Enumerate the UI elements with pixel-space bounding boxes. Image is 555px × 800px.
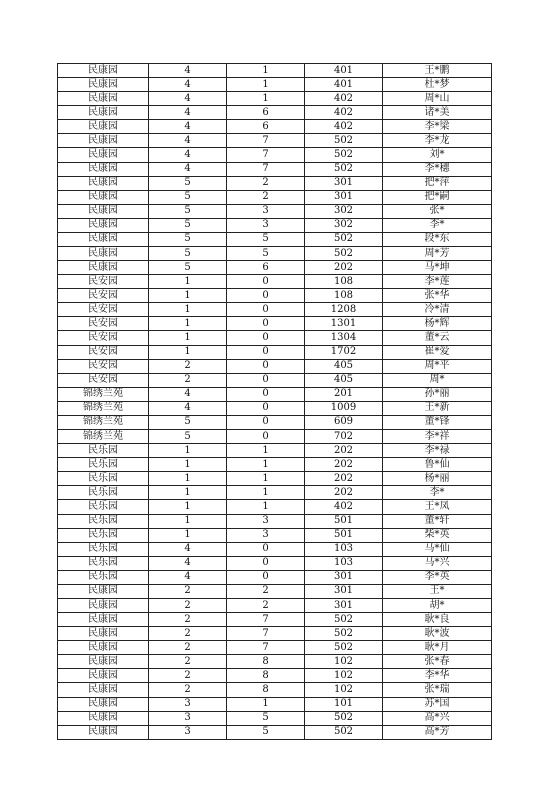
community-cell: 民康园 <box>58 641 149 655</box>
building-cell: 3 <box>149 711 227 725</box>
name-cell: 周*平 <box>383 359 492 373</box>
community-cell: 民安园 <box>58 303 149 317</box>
building-cell: 1 <box>149 500 227 514</box>
room-cell: 301 <box>305 584 383 598</box>
table-row <box>58 542 492 556</box>
name-cell: 王*鹏 <box>383 64 492 78</box>
community-cell: 民康园 <box>58 162 149 176</box>
table-row <box>58 458 492 472</box>
unit-cell: 7 <box>227 613 305 627</box>
building-cell: 2 <box>149 359 227 373</box>
unit-cell: 2 <box>227 598 305 612</box>
unit-cell: 0 <box>227 556 305 570</box>
community-cell: 民康园 <box>58 725 149 739</box>
table-row <box>58 275 492 289</box>
name-cell: 耿*良 <box>383 613 492 627</box>
community-cell: 民乐园 <box>58 486 149 500</box>
table-row <box>58 373 492 387</box>
unit-cell: 0 <box>227 430 305 444</box>
unit-cell: 0 <box>227 275 305 289</box>
room-cell: 502 <box>305 232 383 246</box>
table-row <box>58 176 492 190</box>
community-cell: 民乐园 <box>58 542 149 556</box>
community-cell: 民康园 <box>58 232 149 246</box>
community-cell: 民康园 <box>58 669 149 683</box>
room-cell: 108 <box>305 275 383 289</box>
building-cell: 4 <box>149 78 227 92</box>
building-cell: 1 <box>149 289 227 303</box>
community-cell: 民康园 <box>58 598 149 612</box>
unit-cell: 0 <box>227 401 305 415</box>
unit-cell: 0 <box>227 415 305 429</box>
community-cell: 锦绣兰苑 <box>58 387 149 401</box>
name-cell: 李*华 <box>383 669 492 683</box>
table-row <box>58 190 492 204</box>
room-cell: 1301 <box>305 317 383 331</box>
building-cell: 4 <box>149 570 227 584</box>
room-cell: 702 <box>305 430 383 444</box>
community-cell: 民康园 <box>58 655 149 669</box>
name-cell: 段*东 <box>383 232 492 246</box>
room-cell: 301 <box>305 598 383 612</box>
community-cell: 民康园 <box>58 120 149 134</box>
table-row <box>58 613 492 627</box>
unit-cell: 8 <box>227 669 305 683</box>
building-cell: 3 <box>149 725 227 739</box>
unit-cell: 0 <box>227 570 305 584</box>
community-cell: 民乐园 <box>58 556 149 570</box>
room-cell: 103 <box>305 542 383 556</box>
name-cell: 张*瑞 <box>383 683 492 697</box>
room-cell: 202 <box>305 472 383 486</box>
table-row <box>58 303 492 317</box>
table-row <box>58 444 492 458</box>
building-cell: 1 <box>149 472 227 486</box>
unit-cell: 2 <box>227 584 305 598</box>
table-row <box>58 486 492 500</box>
name-cell: 李*英 <box>383 570 492 584</box>
name-cell: 李*禄 <box>383 444 492 458</box>
name-cell: 周*山 <box>383 92 492 106</box>
name-cell: 李*穗 <box>383 162 492 176</box>
community-cell: 民乐园 <box>58 444 149 458</box>
unit-cell: 1 <box>227 486 305 500</box>
table-row <box>58 472 492 486</box>
community-cell: 民康园 <box>58 627 149 641</box>
name-cell: 高*兴 <box>383 711 492 725</box>
building-cell: 5 <box>149 176 227 190</box>
unit-cell: 1 <box>227 78 305 92</box>
name-cell: 王* <box>383 584 492 598</box>
community-cell: 民安园 <box>58 275 149 289</box>
unit-cell: 0 <box>227 303 305 317</box>
name-cell: 张*华 <box>383 289 492 303</box>
community-cell: 民康园 <box>58 204 149 218</box>
building-cell: 1 <box>149 458 227 472</box>
building-cell: 2 <box>149 373 227 387</box>
building-cell: 4 <box>149 106 227 120</box>
unit-cell: 5 <box>227 725 305 739</box>
name-cell: 诸*美 <box>383 106 492 120</box>
name-cell: 耿*波 <box>383 627 492 641</box>
name-cell: 鲁*仙 <box>383 458 492 472</box>
building-cell: 1 <box>149 444 227 458</box>
name-cell: 高*芳 <box>383 725 492 739</box>
table-row <box>58 204 492 218</box>
building-cell: 2 <box>149 641 227 655</box>
community-cell: 民康园 <box>58 134 149 148</box>
room-cell: 502 <box>305 148 383 162</box>
room-cell: 1304 <box>305 331 383 345</box>
community-cell: 民康园 <box>58 176 149 190</box>
table-row <box>58 401 492 415</box>
name-cell: 冷*清 <box>383 303 492 317</box>
room-cell: 301 <box>305 190 383 204</box>
building-cell: 2 <box>149 598 227 612</box>
table-row <box>58 528 492 542</box>
table-row <box>58 641 492 655</box>
unit-cell: 7 <box>227 627 305 641</box>
name-cell: 李* <box>383 218 492 232</box>
name-cell: 李*莲 <box>383 275 492 289</box>
building-cell: 2 <box>149 584 227 598</box>
table-row <box>58 359 492 373</box>
unit-cell: 2 <box>227 190 305 204</box>
unit-cell: 7 <box>227 641 305 655</box>
table-body <box>58 64 492 740</box>
unit-cell: 8 <box>227 655 305 669</box>
community-cell: 民康园 <box>58 64 149 78</box>
unit-cell: 1 <box>227 472 305 486</box>
unit-cell: 0 <box>227 373 305 387</box>
table-row <box>58 725 492 739</box>
table-row <box>58 92 492 106</box>
table-row <box>58 331 492 345</box>
table-row <box>58 556 492 570</box>
table-row <box>58 148 492 162</box>
name-cell: 李*祥 <box>383 430 492 444</box>
building-cell: 4 <box>149 92 227 106</box>
community-cell: 民乐园 <box>58 472 149 486</box>
room-cell: 402 <box>305 120 383 134</box>
room-cell: 502 <box>305 162 383 176</box>
name-cell: 崔*爱 <box>383 345 492 359</box>
room-cell: 405 <box>305 373 383 387</box>
room-cell: 402 <box>305 106 383 120</box>
table-row <box>58 584 492 598</box>
room-cell: 201 <box>305 387 383 401</box>
unit-cell: 1 <box>227 444 305 458</box>
room-cell: 1702 <box>305 345 383 359</box>
room-cell: 501 <box>305 514 383 528</box>
room-cell: 502 <box>305 247 383 261</box>
building-cell: 5 <box>149 415 227 429</box>
community-cell: 民安园 <box>58 359 149 373</box>
community-cell: 民康园 <box>58 78 149 92</box>
name-cell: 张* <box>383 204 492 218</box>
table-row <box>58 598 492 612</box>
table-row <box>58 711 492 725</box>
table-row <box>58 570 492 584</box>
table-row <box>58 415 492 429</box>
table-row <box>58 317 492 331</box>
room-cell: 502 <box>305 641 383 655</box>
building-cell: 2 <box>149 627 227 641</box>
name-cell: 董*云 <box>383 331 492 345</box>
table-row <box>58 247 492 261</box>
building-cell: 2 <box>149 669 227 683</box>
building-cell: 4 <box>149 542 227 556</box>
unit-cell: 0 <box>227 359 305 373</box>
name-cell: 李* <box>383 486 492 500</box>
building-cell: 5 <box>149 232 227 246</box>
name-cell: 王*凤 <box>383 500 492 514</box>
unit-cell: 5 <box>227 232 305 246</box>
table-row <box>58 78 492 92</box>
unit-cell: 0 <box>227 331 305 345</box>
table-row <box>58 430 492 444</box>
room-cell: 401 <box>305 64 383 78</box>
community-cell: 民乐园 <box>58 570 149 584</box>
community-cell: 民康园 <box>58 106 149 120</box>
community-cell: 锦绣兰苑 <box>58 401 149 415</box>
table-row <box>58 232 492 246</box>
name-cell: 苏*国 <box>383 697 492 711</box>
room-cell: 301 <box>305 176 383 190</box>
table-row <box>58 655 492 669</box>
room-cell: 102 <box>305 655 383 669</box>
room-cell: 108 <box>305 289 383 303</box>
unit-cell: 3 <box>227 204 305 218</box>
name-cell: 把*嗣 <box>383 190 492 204</box>
name-cell: 董*轩 <box>383 514 492 528</box>
community-cell: 民安园 <box>58 289 149 303</box>
building-cell: 1 <box>149 331 227 345</box>
name-cell: 张*春 <box>383 655 492 669</box>
table-row <box>58 627 492 641</box>
community-cell: 民乐园 <box>58 458 149 472</box>
unit-cell: 1 <box>227 92 305 106</box>
unit-cell: 1 <box>227 458 305 472</box>
community-cell: 民康园 <box>58 218 149 232</box>
building-cell: 2 <box>149 683 227 697</box>
community-cell: 民康园 <box>58 711 149 725</box>
table-row <box>58 514 492 528</box>
table-row <box>58 289 492 303</box>
unit-cell: 3 <box>227 528 305 542</box>
unit-cell: 1 <box>227 64 305 78</box>
building-cell: 4 <box>149 387 227 401</box>
building-cell: 4 <box>149 64 227 78</box>
table-row <box>58 64 492 78</box>
community-cell: 民安园 <box>58 331 149 345</box>
building-cell: 1 <box>149 345 227 359</box>
unit-cell: 1 <box>227 500 305 514</box>
room-cell: 103 <box>305 556 383 570</box>
name-cell: 李*龙 <box>383 134 492 148</box>
room-cell: 402 <box>305 92 383 106</box>
building-cell: 5 <box>149 204 227 218</box>
community-cell: 锦绣兰苑 <box>58 415 149 429</box>
room-cell: 405 <box>305 359 383 373</box>
room-cell: 502 <box>305 627 383 641</box>
name-cell: 周* <box>383 373 492 387</box>
room-cell: 302 <box>305 204 383 218</box>
room-cell: 401 <box>305 78 383 92</box>
unit-cell: 1 <box>227 697 305 711</box>
name-cell: 孙*丽 <box>383 387 492 401</box>
unit-cell: 3 <box>227 218 305 232</box>
building-cell: 1 <box>149 275 227 289</box>
community-cell: 民康园 <box>58 92 149 106</box>
room-cell: 1208 <box>305 303 383 317</box>
community-cell: 民安园 <box>58 373 149 387</box>
name-cell: 马*兴 <box>383 556 492 570</box>
name-cell: 李*梁 <box>383 120 492 134</box>
community-cell: 民康园 <box>58 683 149 697</box>
unit-cell: 2 <box>227 176 305 190</box>
room-cell: 102 <box>305 669 383 683</box>
community-cell: 锦绣兰苑 <box>58 430 149 444</box>
building-cell: 4 <box>149 556 227 570</box>
unit-cell: 5 <box>227 711 305 725</box>
room-cell: 502 <box>305 134 383 148</box>
building-cell: 1 <box>149 486 227 500</box>
name-cell: 胡* <box>383 598 492 612</box>
community-cell: 民康园 <box>58 584 149 598</box>
table-row <box>58 218 492 232</box>
building-cell: 1 <box>149 317 227 331</box>
room-cell: 1009 <box>305 401 383 415</box>
building-cell: 2 <box>149 613 227 627</box>
room-cell: 102 <box>305 683 383 697</box>
unit-cell: 7 <box>227 148 305 162</box>
unit-cell: 0 <box>227 289 305 303</box>
name-cell: 周*芳 <box>383 247 492 261</box>
community-cell: 民安园 <box>58 317 149 331</box>
room-cell: 501 <box>305 528 383 542</box>
building-cell: 1 <box>149 303 227 317</box>
room-cell: 202 <box>305 261 383 275</box>
name-cell: 马*仙 <box>383 542 492 556</box>
unit-cell: 8 <box>227 683 305 697</box>
building-cell: 5 <box>149 247 227 261</box>
unit-cell: 6 <box>227 106 305 120</box>
community-cell: 民乐园 <box>58 514 149 528</box>
table-row <box>58 387 492 401</box>
unit-cell: 7 <box>227 134 305 148</box>
unit-cell: 0 <box>227 317 305 331</box>
community-cell: 民乐园 <box>58 500 149 514</box>
building-cell: 5 <box>149 190 227 204</box>
building-cell: 5 <box>149 218 227 232</box>
table-row <box>58 106 492 120</box>
room-cell: 502 <box>305 613 383 627</box>
table-row <box>58 345 492 359</box>
table-row <box>58 697 492 711</box>
room-cell: 502 <box>305 711 383 725</box>
room-cell: 302 <box>305 218 383 232</box>
community-cell: 民康园 <box>58 261 149 275</box>
building-cell: 5 <box>149 261 227 275</box>
unit-cell: 6 <box>227 261 305 275</box>
name-cell: 杨*辉 <box>383 317 492 331</box>
room-cell: 202 <box>305 486 383 500</box>
unit-cell: 7 <box>227 162 305 176</box>
name-cell: 董*锋 <box>383 415 492 429</box>
building-cell: 4 <box>149 120 227 134</box>
name-cell: 马*坤 <box>383 261 492 275</box>
table-row <box>58 162 492 176</box>
room-cell: 202 <box>305 444 383 458</box>
unit-cell: 0 <box>227 542 305 556</box>
room-cell: 502 <box>305 725 383 739</box>
building-cell: 3 <box>149 697 227 711</box>
unit-cell: 0 <box>227 387 305 401</box>
table-row <box>58 120 492 134</box>
name-cell: 杜*梦 <box>383 78 492 92</box>
building-cell: 4 <box>149 148 227 162</box>
unit-cell: 5 <box>227 247 305 261</box>
room-cell: 101 <box>305 697 383 711</box>
table-row <box>58 134 492 148</box>
table-row <box>58 500 492 514</box>
community-cell: 民乐园 <box>58 528 149 542</box>
community-cell: 民康园 <box>58 148 149 162</box>
table-row <box>58 683 492 697</box>
name-cell: 刘* <box>383 148 492 162</box>
room-cell: 402 <box>305 500 383 514</box>
building-cell: 1 <box>149 514 227 528</box>
building-cell: 1 <box>149 528 227 542</box>
name-cell: 杨*丽 <box>383 472 492 486</box>
unit-cell: 0 <box>227 345 305 359</box>
building-cell: 5 <box>149 430 227 444</box>
community-cell: 民康园 <box>58 247 149 261</box>
unit-cell: 6 <box>227 120 305 134</box>
community-cell: 民康园 <box>58 613 149 627</box>
community-cell: 民康园 <box>58 697 149 711</box>
community-cell: 民安园 <box>58 345 149 359</box>
name-cell: 耿*月 <box>383 641 492 655</box>
building-cell: 4 <box>149 162 227 176</box>
name-cell: 王*新 <box>383 401 492 415</box>
building-cell: 2 <box>149 655 227 669</box>
room-cell: 301 <box>305 570 383 584</box>
name-cell: 柴*英 <box>383 528 492 542</box>
community-cell: 民康园 <box>58 190 149 204</box>
building-cell: 4 <box>149 134 227 148</box>
unit-cell: 3 <box>227 514 305 528</box>
building-cell: 4 <box>149 401 227 415</box>
table-row <box>58 669 492 683</box>
data-table <box>57 63 492 740</box>
name-cell: 把*萍 <box>383 176 492 190</box>
table-row <box>58 261 492 275</box>
room-cell: 609 <box>305 415 383 429</box>
room-cell: 202 <box>305 458 383 472</box>
